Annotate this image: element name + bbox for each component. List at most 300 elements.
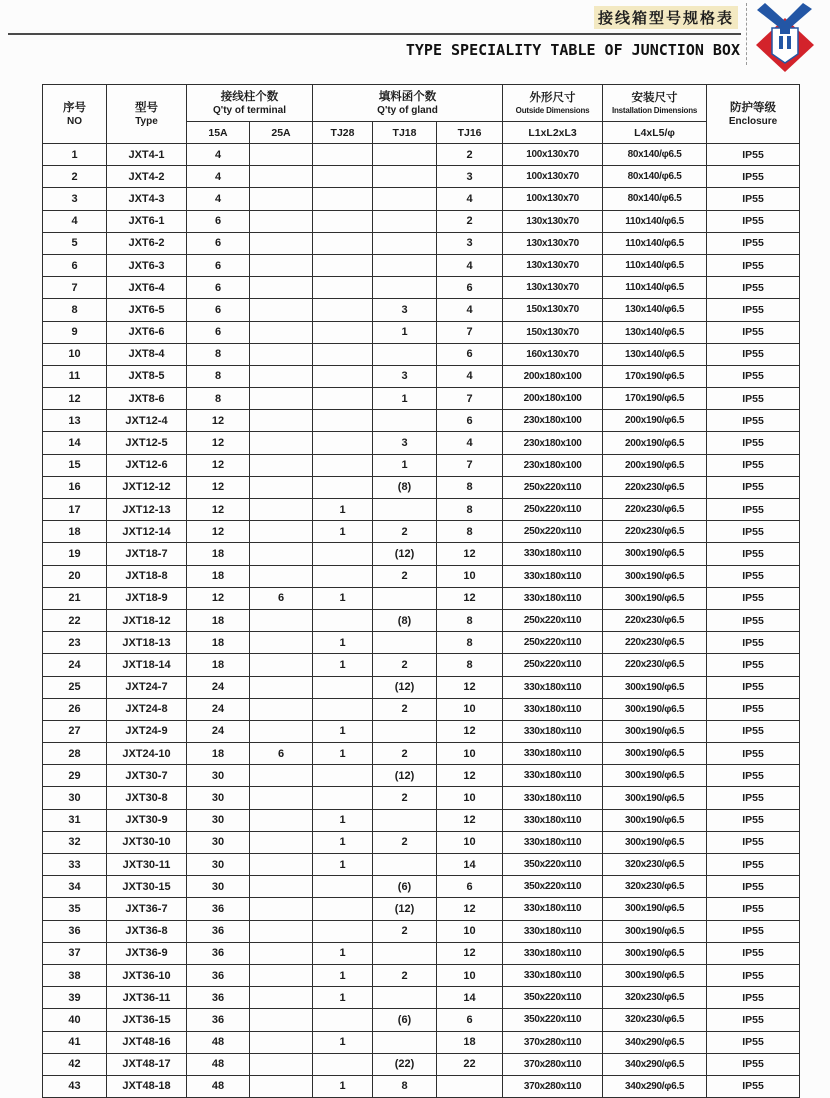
cell-no: 18: [43, 521, 107, 543]
table-row: [43, 743, 800, 765]
cell-enclosure: IP55: [707, 277, 800, 299]
cell-tj28: [313, 609, 373, 631]
cell-qty-15a: 36: [187, 920, 250, 942]
cell-tj16: 7: [437, 388, 503, 410]
cell-installation-dimensions: 300x190/φ6.5: [603, 765, 707, 787]
cell-installation-dimensions: 320x230/φ6.5: [603, 876, 707, 898]
cell-enclosure: IP55: [707, 321, 800, 343]
cell-enclosure: IP55: [707, 1009, 800, 1031]
cell-outside-dimensions: 200x180x100: [503, 388, 603, 410]
cell-tj16: 4: [437, 299, 503, 321]
cell-installation-dimensions: 220x230/φ6.5: [603, 654, 707, 676]
cell-type: JXT36-7: [107, 898, 187, 920]
cell-type: JXT18-7: [107, 543, 187, 565]
cell-tj18: [373, 587, 437, 609]
header-rule: [8, 33, 741, 35]
cell-tj28: [313, 299, 373, 321]
table-row: [43, 321, 800, 343]
cell-enclosure: IP55: [707, 698, 800, 720]
cell-enclosure: IP55: [707, 987, 800, 1009]
cell-enclosure: IP55: [707, 476, 800, 498]
cell-tj28: [313, 1009, 373, 1031]
cell-tj18: [373, 144, 437, 166]
cell-tj16: 10: [437, 565, 503, 587]
cell-tj18: (12): [373, 898, 437, 920]
cell-no: 24: [43, 654, 107, 676]
cell-tj28: 1: [313, 1075, 373, 1097]
cell-no: 32: [43, 831, 107, 853]
col-header-l4l5: L4xL5/φ: [603, 122, 707, 144]
cell-installation-dimensions: 220x230/φ6.5: [603, 521, 707, 543]
cell-installation-dimensions: 80x140/φ6.5: [603, 188, 707, 210]
cell-qty-25a: [250, 831, 313, 853]
cell-tj28: [313, 765, 373, 787]
cell-tj16: 6: [437, 343, 503, 365]
cell-tj18: 2: [373, 521, 437, 543]
cell-outside-dimensions: 370x280x110: [503, 1053, 603, 1075]
cell-outside-dimensions: 330x180x110: [503, 698, 603, 720]
cell-tj16: 12: [437, 720, 503, 742]
cell-type: JXT48-18: [107, 1075, 187, 1097]
cell-installation-dimensions: 110x140/φ6.5: [603, 254, 707, 276]
table-row: [43, 854, 800, 876]
cell-qty-25a: [250, 299, 313, 321]
cell-qty-25a: [250, 254, 313, 276]
cell-tj16: 14: [437, 987, 503, 1009]
cell-outside-dimensions: 330x180x110: [503, 942, 603, 964]
cell-no: 31: [43, 809, 107, 831]
cell-enclosure: IP55: [707, 166, 800, 188]
table-row: [43, 587, 800, 609]
cell-tj16: [437, 1075, 503, 1097]
col-header-tj16: TJ16: [437, 122, 503, 144]
cell-tj16: 12: [437, 809, 503, 831]
cell-qty-15a: 24: [187, 720, 250, 742]
cell-tj18: [373, 343, 437, 365]
table-row: [43, 343, 800, 365]
cell-outside-dimensions: 150x130x70: [503, 299, 603, 321]
cell-qty-25a: [250, 343, 313, 365]
cell-no: 19: [43, 543, 107, 565]
cell-tj28: [313, 432, 373, 454]
table-row: [43, 1053, 800, 1075]
cell-installation-dimensions: 320x230/φ6.5: [603, 854, 707, 876]
cell-installation-dimensions: 110x140/φ6.5: [603, 210, 707, 232]
cell-tj28: [313, 343, 373, 365]
cell-no: 11: [43, 365, 107, 387]
col-header-type-en: Type: [135, 115, 158, 127]
cell-no: 26: [43, 698, 107, 720]
table-row: [43, 765, 800, 787]
col-header-enclosure-en: Enclosure: [728, 115, 778, 127]
cell-qty-15a: 36: [187, 898, 250, 920]
cell-type: JXT24-7: [107, 676, 187, 698]
cell-qty-15a: 36: [187, 987, 250, 1009]
cell-tj16: 6: [437, 876, 503, 898]
cell-tj16: 10: [437, 787, 503, 809]
cell-outside-dimensions: 370x280x110: [503, 1075, 603, 1097]
cell-tj28: 1: [313, 809, 373, 831]
cell-installation-dimensions: 170x190/φ6.5: [603, 365, 707, 387]
cell-tj28: [313, 698, 373, 720]
cell-type: JXT36-10: [107, 964, 187, 986]
cell-installation-dimensions: 200x190/φ6.5: [603, 432, 707, 454]
cell-type: JXT30-15: [107, 876, 187, 898]
cell-installation-dimensions: 220x230/φ6.5: [603, 499, 707, 521]
cell-installation-dimensions: 300x190/φ6.5: [603, 587, 707, 609]
cell-no: 13: [43, 410, 107, 432]
cell-installation-dimensions: 300x190/φ6.5: [603, 898, 707, 920]
cell-no: 30: [43, 787, 107, 809]
cell-qty-25a: [250, 876, 313, 898]
cell-qty-15a: 24: [187, 698, 250, 720]
brand-logo-icon: [752, 2, 818, 72]
cell-tj28: [313, 543, 373, 565]
cell-qty-25a: [250, 432, 313, 454]
cell-qty-15a: 18: [187, 609, 250, 631]
cell-tj16: 14: [437, 854, 503, 876]
cell-type: JXT12-6: [107, 454, 187, 476]
cell-enclosure: IP55: [707, 587, 800, 609]
cell-enclosure: IP55: [707, 144, 800, 166]
cell-no: 27: [43, 720, 107, 742]
cell-qty-15a: 8: [187, 365, 250, 387]
cell-type: JXT6-1: [107, 210, 187, 232]
cell-tj28: [313, 565, 373, 587]
table-row: [43, 609, 800, 631]
cell-qty-25a: [250, 454, 313, 476]
cell-enclosure: IP55: [707, 188, 800, 210]
cell-installation-dimensions: 300x190/φ6.5: [603, 676, 707, 698]
cell-installation-dimensions: 220x230/φ6.5: [603, 609, 707, 631]
cell-outside-dimensions: 330x180x110: [503, 809, 603, 831]
cell-tj18: (12): [373, 765, 437, 787]
cell-tj28: 1: [313, 521, 373, 543]
cell-type: JXT30-11: [107, 854, 187, 876]
col-header-no-cn: 序号: [63, 101, 86, 114]
table-row: [43, 876, 800, 898]
cell-enclosure: IP55: [707, 1053, 800, 1075]
cell-qty-25a: [250, 499, 313, 521]
cell-tj18: (6): [373, 1009, 437, 1031]
cell-outside-dimensions: 150x130x70: [503, 321, 603, 343]
cell-tj18: [373, 210, 437, 232]
cell-enclosure: IP55: [707, 632, 800, 654]
cell-qty-15a: 18: [187, 543, 250, 565]
cell-tj16: 8: [437, 609, 503, 631]
col-header-install: [603, 85, 707, 122]
cell-qty-25a: [250, 698, 313, 720]
table-row: [43, 987, 800, 1009]
cell-tj16: 8: [437, 521, 503, 543]
cell-enclosure: IP55: [707, 343, 800, 365]
cell-enclosure: IP55: [707, 676, 800, 698]
cell-type: JXT18-12: [107, 609, 187, 631]
table-row: [43, 166, 800, 188]
cell-outside-dimensions: 350x220x110: [503, 876, 603, 898]
cell-tj18: 2: [373, 698, 437, 720]
cell-tj16: 18: [437, 1031, 503, 1053]
cell-type: JXT18-9: [107, 587, 187, 609]
cell-tj16: 8: [437, 654, 503, 676]
cell-tj28: 1: [313, 499, 373, 521]
cell-qty-15a: 30: [187, 831, 250, 853]
table-row: [43, 277, 800, 299]
cell-outside-dimensions: 130x130x70: [503, 210, 603, 232]
cell-installation-dimensions: 320x230/φ6.5: [603, 987, 707, 1009]
cell-tj18: 2: [373, 831, 437, 853]
cell-type: JXT4-3: [107, 188, 187, 210]
cell-installation-dimensions: 80x140/φ6.5: [603, 166, 707, 188]
cell-tj28: [313, 144, 373, 166]
cell-tj28: 1: [313, 1031, 373, 1053]
cell-tj18: [373, 987, 437, 1009]
cell-installation-dimensions: 340x290/φ6.5: [603, 1031, 707, 1053]
cell-qty-15a: 48: [187, 1053, 250, 1075]
cell-installation-dimensions: 300x190/φ6.5: [603, 543, 707, 565]
col-header-15a: 15A: [187, 122, 250, 144]
cell-type: JXT12-14: [107, 521, 187, 543]
cell-enclosure: IP55: [707, 609, 800, 631]
cell-tj18: [373, 254, 437, 276]
cell-no: 8: [43, 299, 107, 321]
cell-no: 25: [43, 676, 107, 698]
cell-installation-dimensions: 300x190/φ6.5: [603, 565, 707, 587]
cell-qty-25a: [250, 632, 313, 654]
cell-installation-dimensions: 80x140/φ6.5: [603, 144, 707, 166]
cell-enclosure: IP55: [707, 365, 800, 387]
cell-enclosure: IP55: [707, 831, 800, 853]
cell-tj28: [313, 898, 373, 920]
col-header-type: [107, 85, 187, 144]
cell-no: 41: [43, 1031, 107, 1053]
cell-enclosure: IP55: [707, 210, 800, 232]
cell-outside-dimensions: 250x220x110: [503, 499, 603, 521]
cell-no: 39: [43, 987, 107, 1009]
cell-tj16: 8: [437, 476, 503, 498]
col-group-gland-cn: 填料函个数: [378, 90, 437, 103]
cell-tj16: 12: [437, 676, 503, 698]
cell-outside-dimensions: 100x130x70: [503, 144, 603, 166]
cell-tj28: [313, 410, 373, 432]
cell-outside-dimensions: 330x180x110: [503, 898, 603, 920]
cell-installation-dimensions: 320x230/φ6.5: [603, 1009, 707, 1031]
cell-type: JXT4-1: [107, 144, 187, 166]
cell-tj16: 3: [437, 232, 503, 254]
cell-qty-25a: [250, 854, 313, 876]
cell-qty-15a: 6: [187, 210, 250, 232]
cell-no: 38: [43, 964, 107, 986]
junction-box-spec-table: [42, 84, 800, 1098]
cell-enclosure: IP55: [707, 521, 800, 543]
cell-tj28: 1: [313, 632, 373, 654]
cell-qty-25a: [250, 765, 313, 787]
cell-qty-25a: [250, 210, 313, 232]
cell-qty-25a: [250, 166, 313, 188]
cell-tj18: [373, 232, 437, 254]
cell-enclosure: IP55: [707, 254, 800, 276]
table-row: [43, 698, 800, 720]
cell-qty-15a: 4: [187, 188, 250, 210]
cell-tj16: 3: [437, 166, 503, 188]
cell-tj18: 3: [373, 432, 437, 454]
cell-tj16: 10: [437, 964, 503, 986]
cell-type: JXT24-9: [107, 720, 187, 742]
cell-qty-15a: 6: [187, 254, 250, 276]
cell-type: JXT30-9: [107, 809, 187, 831]
table-row: [43, 1031, 800, 1053]
cell-qty-25a: [250, 942, 313, 964]
cell-no: 5: [43, 232, 107, 254]
cell-type: JXT6-6: [107, 321, 187, 343]
table-row: [43, 720, 800, 742]
cell-tj16: 12: [437, 587, 503, 609]
cell-outside-dimensions: 330x180x110: [503, 831, 603, 853]
cell-outside-dimensions: 330x180x110: [503, 676, 603, 698]
col-group-terminal-cn: 接线柱个数: [220, 90, 279, 103]
table-row: [43, 831, 800, 853]
cell-outside-dimensions: 100x130x70: [503, 188, 603, 210]
table-row: [43, 942, 800, 964]
cell-qty-15a: 12: [187, 521, 250, 543]
cell-qty-25a: [250, 1075, 313, 1097]
cell-qty-15a: 6: [187, 232, 250, 254]
cell-tj28: [313, 166, 373, 188]
cell-outside-dimensions: 330x180x110: [503, 787, 603, 809]
cell-no: 37: [43, 942, 107, 964]
cell-type: JXT18-13: [107, 632, 187, 654]
cell-tj28: [313, 210, 373, 232]
table-body: [43, 144, 800, 1098]
cell-tj28: 1: [313, 964, 373, 986]
cell-tj16: 2: [437, 210, 503, 232]
cell-outside-dimensions: 160x130x70: [503, 343, 603, 365]
col-group-gland: [313, 85, 503, 122]
col-group-terminal-en: Q'ty of terminal: [213, 104, 286, 116]
cell-enclosure: IP55: [707, 499, 800, 521]
cell-installation-dimensions: 300x190/φ6.5: [603, 743, 707, 765]
cell-type: JXT12-12: [107, 476, 187, 498]
cell-qty-15a: 36: [187, 1009, 250, 1031]
cell-tj18: (8): [373, 609, 437, 631]
cell-installation-dimensions: 110x140/φ6.5: [603, 277, 707, 299]
cell-qty-15a: 4: [187, 166, 250, 188]
cell-no: 33: [43, 854, 107, 876]
cell-no: 21: [43, 587, 107, 609]
cell-tj28: [313, 188, 373, 210]
cell-qty-25a: [250, 321, 313, 343]
col-group-terminal: [187, 85, 313, 122]
col-group-gland-en: Q'ty of gland: [377, 104, 438, 116]
cell-outside-dimensions: 350x220x110: [503, 854, 603, 876]
cell-enclosure: IP55: [707, 898, 800, 920]
diamond-y-ribbon-icon: [752, 2, 818, 72]
cell-outside-dimensions: 250x220x110: [503, 476, 603, 498]
cell-outside-dimensions: 330x180x110: [503, 765, 603, 787]
table-row: [43, 365, 800, 387]
cell-tj18: 1: [373, 454, 437, 476]
col-header-no: [43, 85, 107, 144]
cell-outside-dimensions: 330x180x110: [503, 920, 603, 942]
cell-no: 40: [43, 1009, 107, 1031]
table-row: [43, 521, 800, 543]
cell-tj16: 4: [437, 254, 503, 276]
cell-outside-dimensions: 130x130x70: [503, 254, 603, 276]
cell-qty-25a: [250, 920, 313, 942]
cell-tj16: 6: [437, 410, 503, 432]
cell-no: 42: [43, 1053, 107, 1075]
cell-tj28: 1: [313, 587, 373, 609]
cell-tj28: [313, 277, 373, 299]
cell-enclosure: IP55: [707, 942, 800, 964]
cell-tj28: [313, 476, 373, 498]
cell-tj28: [313, 365, 373, 387]
cell-no: 15: [43, 454, 107, 476]
cell-outside-dimensions: 230x180x100: [503, 410, 603, 432]
cell-outside-dimensions: 330x180x110: [503, 964, 603, 986]
cell-tj18: (12): [373, 676, 437, 698]
cell-tj28: 1: [313, 654, 373, 676]
cell-qty-25a: 6: [250, 587, 313, 609]
cell-qty-15a: 30: [187, 854, 250, 876]
col-header-install-cn: 安装尺寸: [631, 91, 678, 104]
cell-qty-25a: [250, 609, 313, 631]
cell-tj18: 1: [373, 388, 437, 410]
cell-type: JXT36-9: [107, 942, 187, 964]
col-header-25a: 25A: [250, 122, 313, 144]
table-row: [43, 964, 800, 986]
cell-type: JXT30-8: [107, 787, 187, 809]
table-row: [43, 454, 800, 476]
cell-qty-25a: [250, 1031, 313, 1053]
cell-outside-dimensions: 330x180x110: [503, 587, 603, 609]
cell-no: 16: [43, 476, 107, 498]
cell-tj18: 3: [373, 299, 437, 321]
cell-enclosure: IP55: [707, 720, 800, 742]
cell-no: 34: [43, 876, 107, 898]
col-header-tj18: TJ18: [373, 122, 437, 144]
cell-type: JXT12-4: [107, 410, 187, 432]
cell-qty-15a: 12: [187, 499, 250, 521]
cell-installation-dimensions: 300x190/φ6.5: [603, 964, 707, 986]
cell-tj18: [373, 410, 437, 432]
cell-qty-25a: [250, 654, 313, 676]
table-header: [43, 85, 800, 144]
cell-qty-15a: 4: [187, 144, 250, 166]
table-row: [43, 188, 800, 210]
cell-enclosure: IP55: [707, 543, 800, 565]
cell-enclosure: IP55: [707, 920, 800, 942]
cell-installation-dimensions: 110x140/φ6.5: [603, 232, 707, 254]
cell-no: 4: [43, 210, 107, 232]
cell-outside-dimensions: 250x220x110: [503, 609, 603, 631]
cell-qty-25a: [250, 720, 313, 742]
cell-tj28: 1: [313, 743, 373, 765]
cell-tj18: [373, 188, 437, 210]
cell-type: JXT30-10: [107, 831, 187, 853]
cell-no: 43: [43, 1075, 107, 1097]
cell-enclosure: IP55: [707, 388, 800, 410]
table-row: [43, 254, 800, 276]
table-row: [43, 388, 800, 410]
cell-qty-25a: [250, 365, 313, 387]
cell-outside-dimensions: 330x180x110: [503, 720, 603, 742]
cell-outside-dimensions: 230x180x100: [503, 454, 603, 476]
cell-tj18: [373, 942, 437, 964]
cell-tj16: 12: [437, 898, 503, 920]
col-header-enclosure: [707, 85, 800, 144]
cell-tj28: 1: [313, 854, 373, 876]
